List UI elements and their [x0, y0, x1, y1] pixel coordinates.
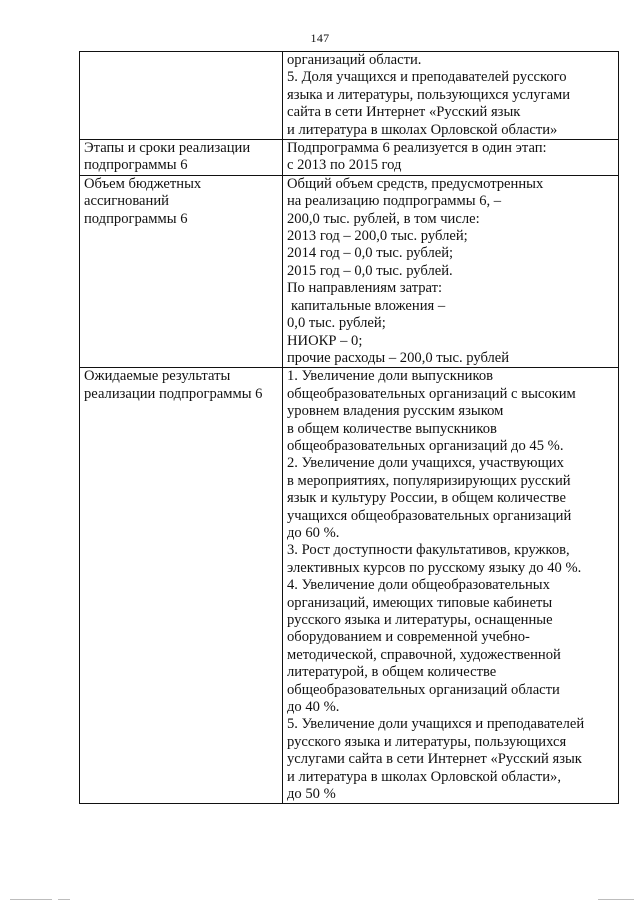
value-line: на реализацию подпрограммы 6, –: [287, 193, 502, 210]
value-line: языка и литературы, пользующихся услугами: [287, 86, 571, 103]
label-line: Этапы и сроки реализации: [84, 140, 251, 157]
value-line: 2013 год – 200,0 тыс. рублей;: [287, 228, 468, 245]
scan-edge-mark-right: [598, 899, 634, 900]
value-line: до 50 %: [287, 786, 336, 803]
value-line: Общий объем средств, предусмотренных: [287, 175, 544, 192]
label-line: подпрограммы 6: [84, 210, 188, 227]
value-line: русского языка и литературы, пользующихся: [287, 733, 567, 750]
label-line: реализации подпрограммы 6: [84, 385, 263, 402]
subprogram-passport-table: [79, 51, 619, 804]
value-line: до 40 %.: [287, 699, 340, 716]
value-line: до 60 %.: [287, 524, 340, 541]
value-line: 2015 год – 0,0 тыс. рублей.: [287, 262, 453, 279]
scan-edge-mark-left: [10, 899, 52, 900]
value-line: 5. Увеличение доли учащихся и преподавателей: [287, 716, 585, 733]
value-line: в общем количестве выпускников: [287, 420, 497, 437]
value-line: организаций области.: [287, 52, 422, 68]
value-line: учащихся общеобразовательных организаций: [287, 507, 572, 524]
value-line: общеобразовательных организаций до 45 %.: [287, 437, 564, 454]
value-line: общеобразовательных организаций области: [287, 681, 560, 698]
row-value-cell: [283, 52, 619, 140]
value-line: 2. Увеличение доли учащихся, участвующих: [287, 455, 564, 472]
value-line: Подпрограмма 6 реализуется в один этап:: [287, 140, 547, 157]
value-line: 0,0 тыс. рублей;: [287, 315, 386, 332]
label-line: Объем бюджетных: [84, 175, 202, 192]
value-line: 4. Увеличение доли общеобразовательных: [287, 577, 550, 594]
value-line: 5. Доля учащихся и преподавателей русского: [287, 69, 567, 86]
value-line: с 2013 по 2015 год: [287, 157, 402, 174]
row-value-cell: [283, 368, 619, 804]
value-line: элективных курсов по русскому языку до 40 %.: [287, 559, 582, 576]
value-line: капитальные вложения –: [291, 297, 446, 314]
value-line: По направлениям затрат:: [287, 280, 443, 297]
table-row-stages-terms: [80, 140, 619, 176]
value-line: прочие расходы – 200,0 тыс. рублей: [287, 349, 510, 366]
value-line: 200,0 тыс. рублей, в том числе:: [287, 210, 480, 227]
label-line: Ожидаемые результаты: [84, 368, 231, 385]
value-line: общеобразовательных организаций с высоким: [287, 385, 576, 402]
value-line: НИОКР – 0;: [287, 332, 363, 349]
value-line: 1. Увеличение доли выпускников: [287, 368, 494, 385]
row-label-cell: [80, 140, 283, 176]
row-label-cell: [80, 368, 283, 804]
value-line: уровнем владения русским языком: [287, 403, 504, 420]
value-line: организаций, имеющих типовые кабинеты: [287, 594, 553, 611]
value-line: и литература в школах Орловской области»: [287, 121, 558, 138]
value-line: сайта в сети Интернет «Русский язык: [287, 104, 521, 121]
label-line: ассигнований: [84, 193, 169, 210]
value-line: и литература в школах Орловской области»,: [287, 768, 561, 785]
value-line: 3. Рост доступности факультативов, кружков,: [287, 542, 570, 559]
row-label-cell: [80, 52, 283, 140]
value-line: литературой, в общем количестве: [287, 664, 497, 681]
table-row-indicators-continued: [80, 52, 619, 140]
scan-edge-mark-left-small: [58, 899, 70, 900]
page-number: 147: [310, 31, 330, 45]
label-line: подпрограммы 6: [84, 157, 188, 174]
row-label-cell: [80, 175, 283, 367]
table-row-budget: [80, 175, 619, 367]
row-value-cell: [283, 175, 619, 367]
value-line: методической, справочной, художественной: [287, 646, 561, 663]
value-line: оборудованием и современной учебно-: [287, 629, 530, 646]
value-line: 2014 год – 0,0 тыс. рублей;: [287, 245, 454, 262]
row-value-cell: [283, 140, 619, 176]
table-row-expected-results: [80, 368, 619, 804]
value-line: услугами сайта в сети Интернет «Русский язык: [287, 751, 582, 768]
value-line: язык и культуру России, в общем количестве: [287, 490, 566, 507]
value-line: русского языка и литературы, оснащенные: [287, 612, 553, 628]
value-line: в мероприятиях, популяризирующих русский: [287, 472, 571, 489]
